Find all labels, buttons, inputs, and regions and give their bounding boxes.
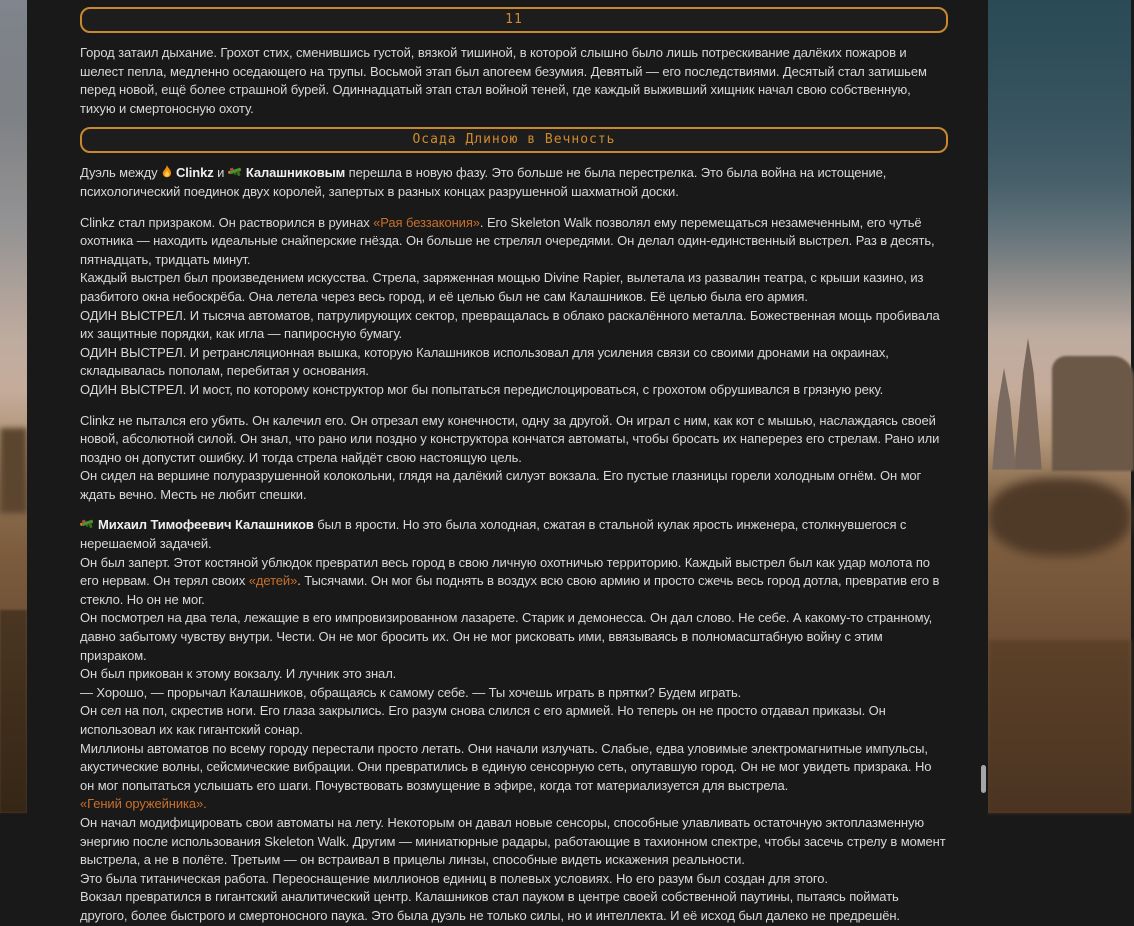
paragraph-intro: Город затаил дыхание. Грохот стих, сменившись густой, вязкой тишиной, в которой слышно было лишь потрескивание далёких пожаров и шелест пепла, медленно оседающего на трупы. Восьмой этап был апогеем безумия. Девятый — его последствиями. Десятый стал затишьем перед новой, ещё более страшной бурей. Одиннадцатый этап стал войной теней, где каждый выживший хищник начал свою собственную, тихую и смертоносную охоту. xyxy=(80,45,927,116)
chapter-content xyxy=(27,0,988,926)
text-run: Он был заперт. Этот костяной ублюдок превратил весь город в свою личную охотничью территорию. Каждый выстрел был как удар молота по его нервам. Он терял своих xyxy=(80,554,930,589)
story-line xyxy=(80,516,948,553)
accent-phrase: «Рая беззакония» xyxy=(373,214,480,230)
story-line: Он начал модифицировать свои автоматы на лету. Некоторым он давал новые сенсоры, способные улавливать остаточную эктоплазменную энергию после использования Skeleton Walk. Другим — миниатюрные радары, работающие в тахионном спектре, чтобы засечь стрелу в момент выстрела, а не в полёте. Третьим — он встраивал в прицелы линзы, способные видеть искажения реальности. xyxy=(80,814,946,868)
story-line: ОДИН ВЫСТРЕЛ. И мост, по которому конструктор мог бы попытаться передислоцироваться, с грохотом обрушивался в грязную реку. xyxy=(80,381,884,397)
chapter-title-header xyxy=(80,127,948,153)
reader-panel[interactable] xyxy=(27,0,988,923)
story-line: Он сел на пол, скрестив ноги. Его глаза закрылись. Его разум снова слился с его армией. Но теперь он не просто отдавал приказы. Он использовал их как гигантский сонар. xyxy=(80,703,886,737)
background-terrain xyxy=(988,640,1131,813)
background-terrain xyxy=(0,428,27,513)
character-name-kalashnikov: Калашниковым xyxy=(245,165,346,181)
chapter-title: Осада Длиною в Вечность xyxy=(412,132,616,148)
text-run: . Его Skeleton Walk позволял ему перемещаться незамеченным, его чутьё охотника — находить идеальные снайперские гнёзда. Он больше не стрелял очередями. Он делал один-единственный выстрел. Раз в десять, пятнадцать, тридцать минут. xyxy=(80,214,935,267)
text-run: Дуэль между xyxy=(80,165,161,181)
flame-icon xyxy=(161,165,173,179)
story-line: Вокзал превратился в гигантский аналитический центр. Калашников стал пауком в центре своей собственной паутины, пытаясь поймать другого, более быстрого и смертоносного паука. Это была дуэль не только силы, но и интеллекта. И её исход был далеко не предрешён. xyxy=(80,889,900,923)
text-run: . Тысячами. Он мог бы поднять в воздух всю свою армию и просто сжечь весь город дотла, превратив его в стекло. Но он не мог. xyxy=(80,573,940,607)
story-line: ОДИН ВЫСТРЕЛ. И ретрансляционная вышка, которую Калашников использовал для усиления связи со своими дронами на окраинах, складывалась пополам, перебитая у основания. xyxy=(80,344,889,379)
story-line: Clinkz не пытался его убить. Он калечил его. Он отрезал ему конечности, одну за другой. Он играл с ним, как кот с мышью, наслаждаясь своей новой, абсолютной силой. Он знал, что рано или поздно у конструктора кончатся автоматы, чтобы бросать их наперерез его стрелам. Рано или поздно он допустит ошибку. И тогда стрела найдёт свою настоящую цель. xyxy=(80,412,940,465)
character-name-clinkz: Clinkz xyxy=(175,165,214,181)
story-line: Это была титаническая работа. Переоснащение миллионов единиц в полевых условиях. Но его разум был создан для этого. xyxy=(80,870,828,886)
accent-phrase: «детей» xyxy=(248,573,298,589)
story-line: ОДИН ВЫСТРЕЛ. И тысяча автоматов, патрулирующих сектор, превращалась в облако раскалённого металла. Божественная мощь пробивала их защитные порядки, как игла — папиросную бумагу. xyxy=(80,307,940,342)
text-run: Clinkz стал призраком. Он растворился в руинах xyxy=(80,214,374,230)
text-run: был в ярости. Но это была холодная, сжатая в стальной кулак ярость инженера, столкнувшегося с нерешаемой задачей. xyxy=(80,517,907,552)
story-line: Каждый выстрел был произведением искусства. Стрела, заряженная мощью Divine Rapier, вылетала из развалин театра, с крыши казино, из разбитого окна небоскрёба. Она летела через весь город, и её целью был не сам Калашников. Её целью была его армия. xyxy=(80,270,924,304)
paragraph-group-ghost xyxy=(80,214,948,400)
background-terrain xyxy=(988,478,1131,556)
story-line: Он сидел на вершине полуразрушенной колокольни, глядя на далёкий силуэт вокзала. Его пустые глазницы горели холодным огнём. Он мог ждать вечно. Месть не любит спешки. xyxy=(80,468,922,502)
story-line: — Хорошо, — прорычал Калашников, обращаясь к самому себе. — Ты хочешь играть в прятки? Будем играть. xyxy=(80,684,742,700)
text-run: и xyxy=(213,165,228,181)
paragraph-duel xyxy=(80,164,948,201)
character-name-kalashnikov-full: Михаил Тимофеевич Калашников xyxy=(98,517,314,533)
rifle-icon xyxy=(80,518,95,531)
background-mesa xyxy=(1052,356,1134,471)
text-run: перешла в новую фазу. Это больше не была перестрелка. Это была война на истощение, психологический поединок двух королей, запертых в разных концах разрушенной шахматной доски. xyxy=(80,165,887,199)
paragraph-group-hunt xyxy=(80,412,948,505)
story-line: Он был прикован к этому вокзалу. И лучник это знал. xyxy=(80,666,397,682)
story-line: Миллионы автоматов по всему городу перестали просто летать. Они начали излучать. Слабые, едва уловимые электромагнитные импульсы, акустические волны, сейсмические вибрации. Они превратились в единую сенсорную сеть, опутавшую город. Он не мог увидеть призрака. Но он мог попытаться услышать его шаги. Почувствовать возмущение в эфире, когда тот материализуется для выстрела. xyxy=(80,740,932,793)
story-line: Он посмотрел на два тела, лежащие в его импровизированном лазарете. Старик и демонесса. Он дал слово. Не себе. А какому-то странному, давно забытому чувству внутри. Чести. Он не мог бросить их. Он не мог рисковать ими, ввязываясь в полномасштабную войну с этим призраком. xyxy=(80,610,933,663)
story-line xyxy=(80,554,948,610)
background-terrain xyxy=(0,610,27,813)
chapter-number-header xyxy=(80,7,948,33)
background-sky-right xyxy=(981,0,1131,330)
accent-line: «Гений оружейника». xyxy=(80,796,207,812)
scrollbar-thumb[interactable] xyxy=(981,765,986,793)
paragraph-group-engineer xyxy=(80,516,948,925)
story-line xyxy=(80,214,948,270)
chapter-number: 11 xyxy=(505,12,523,27)
background-sky-left xyxy=(0,0,30,290)
rifle-icon xyxy=(228,166,243,179)
